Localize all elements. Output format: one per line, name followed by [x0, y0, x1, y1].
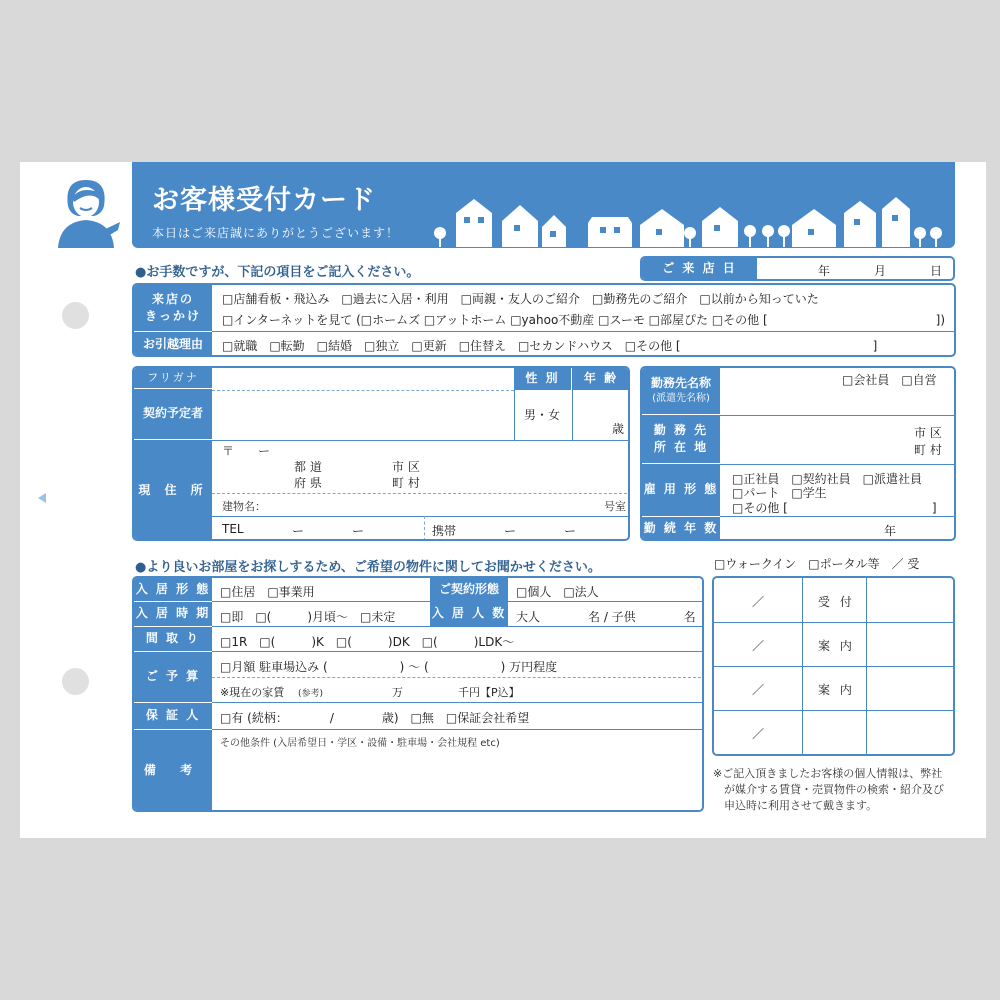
employment-options-2[interactable]: □パート □学生 [732, 486, 827, 500]
log-guidance-label: 案 内 [818, 639, 855, 653]
gender-label: 性 別 [514, 368, 571, 390]
move-type-options[interactable]: □住居 □事業用 [220, 585, 315, 599]
move-timing-label: 入 居 時 期 [134, 602, 212, 626]
trigger-options-line1[interactable]: □店舗看板・飛込み □過去に入居・利用 □両親・友人のご紹介 □勤務先のご紹介 □以前から知っていた [222, 292, 819, 306]
work-box [640, 366, 956, 541]
log-reception-label: 受 付 [818, 595, 855, 609]
margin-arrow-icon [38, 493, 46, 503]
company-name-label: 勤務先名称 [650, 376, 711, 391]
guarantor-options[interactable]: □有 (続柄： / 歳) □無 □保証会社希望 [220, 711, 530, 725]
mobile-input[interactable]: ー ー [504, 524, 577, 538]
contract-type-label: ご契約形態 [430, 578, 508, 601]
age-unit: 歳 [612, 422, 625, 436]
section-instruction: ●お手数ですが、下記の項目をご記入ください。 [135, 265, 420, 280]
occupants-label: 入 居 人 数 [430, 602, 508, 626]
privacy-note-line: 申込時に利用させて戴きます。 [724, 799, 878, 812]
trigger-box [132, 283, 956, 357]
budget-range[interactable]: □月額 駐車場込み ( ) 〜 ( ) 万円程度 [220, 660, 558, 674]
visit-date-box [640, 256, 955, 281]
contract-type-options[interactable]: □個人 □法人 [516, 585, 599, 599]
moving-reason-options[interactable]: □就職 □転勤 □結婚 □独立 □更新 □住替え □セカンドハウス □その他 [ ] [222, 339, 878, 353]
work-city-label: 市 区 [914, 426, 942, 440]
building-name[interactable]: 建物名： [222, 500, 266, 513]
log-guidance-label: 案 内 [818, 683, 855, 697]
address-label: 現 住 所 [134, 440, 212, 541]
prefecture-label: 府 県 [294, 476, 322, 490]
tel-input[interactable]: ー ー [292, 524, 365, 538]
privacy-note-line: ※ご記入頂きましたお客様の個人情報は、弊社 [713, 767, 943, 780]
binder-hole [62, 668, 89, 695]
dispatch-name-label: (派遣先名称) [652, 393, 710, 405]
employment-options-3[interactable]: □その他 [ ] [732, 501, 937, 515]
current-rent-label: ※現在の家賃 [220, 686, 285, 699]
company-label [642, 368, 720, 414]
date-day-unit: 日 [930, 264, 943, 278]
layout-label: 間 取 り [134, 627, 212, 651]
budget-label: ご 予 算 [134, 652, 212, 702]
remarks-label: 備 考 [134, 730, 212, 812]
room-unit: 号室 [604, 500, 626, 513]
log-date-slash[interactable]: ／ [752, 595, 765, 609]
city-label: 町 村 [392, 476, 420, 490]
move-timing-options[interactable]: □即 □( )月頃〜 □未定 [220, 610, 396, 624]
visit-date-label: ご 来 店 日 [642, 258, 757, 279]
furigana-label: フリガナ [134, 368, 212, 388]
receptionist-icon [50, 176, 122, 250]
source-options[interactable]: □ウォークイン □ポータル等 ／ 受 [714, 557, 920, 571]
postal-code[interactable]: 〒 ー [222, 444, 271, 458]
log-date-slash[interactable]: ／ [752, 683, 765, 697]
move-type-label: 入 居 形 態 [134, 578, 212, 601]
employment-options-1[interactable]: □正社員 □契約社員 □派遣社員 [732, 472, 923, 486]
work-city-label: 町 村 [914, 443, 942, 457]
company-options[interactable]: □会社員 □自営 [842, 373, 937, 387]
desire-box [132, 576, 704, 812]
trigger-options-line2[interactable]: □インターネットを見て (□ホームズ □アットホーム □yahoo不動産 □スーモ □部屋ぴた □その他 [ ]) [222, 313, 946, 327]
privacy-note-line: が媒介する賃貸・売買物件の検索・紹介及び [724, 783, 944, 796]
trigger-label: 来店の きっかけ [134, 285, 212, 331]
houses-illustration-icon [430, 193, 945, 248]
current-rent-ref: (参考) [298, 689, 324, 699]
log-date-slash[interactable]: ／ [752, 727, 765, 741]
guarantor-label: 保 証 人 [134, 703, 212, 729]
age-label: 年 齢 [572, 368, 630, 390]
moving-reason-label: お引越理由 [134, 332, 212, 357]
gender-value[interactable]: 男・女 [524, 408, 561, 422]
log-date-slash[interactable]: ／ [752, 639, 765, 653]
applicant-box [132, 366, 630, 541]
contract-person-label: 契約予定者 [134, 389, 212, 439]
binder-hole [62, 302, 89, 329]
date-month-unit: 月 [874, 264, 887, 278]
date-year-unit: 年 [818, 264, 831, 278]
tel-label: TEL [222, 522, 244, 536]
remarks-hint: その他条件 (入居希望日・学区・設備・駐車場・会社規程 etc) [220, 738, 500, 749]
employment-type-label: 雇 用 形 態 [642, 464, 720, 516]
years-worked-label: 勤 続 年 数 [642, 517, 720, 541]
mobile-label: 携帯 [432, 524, 457, 538]
page-title: お客様受付カード [152, 185, 376, 216]
reception-log-box [712, 576, 955, 756]
occupants-input[interactable]: 大人 名 / 子供 名 [516, 610, 696, 624]
prefecture-label: 都 道 [294, 460, 322, 474]
page-subtitle: 本日はご来店誠にありがとうございます！ [152, 226, 400, 240]
work-address-label: 勤 務 先 所 在 地 [642, 415, 720, 463]
city-label: 市 区 [392, 460, 420, 474]
section2-instruction: ●より良いお部屋をお探しするため、ご希望の物件に関してお聞かせください。 [135, 560, 601, 575]
layout-options[interactable]: □1R □( )K □( )DK □( )LDK〜 [220, 635, 515, 649]
years-unit: 年 [884, 524, 897, 538]
current-rent-input[interactable]: 万 千円【P込】 [392, 686, 520, 699]
